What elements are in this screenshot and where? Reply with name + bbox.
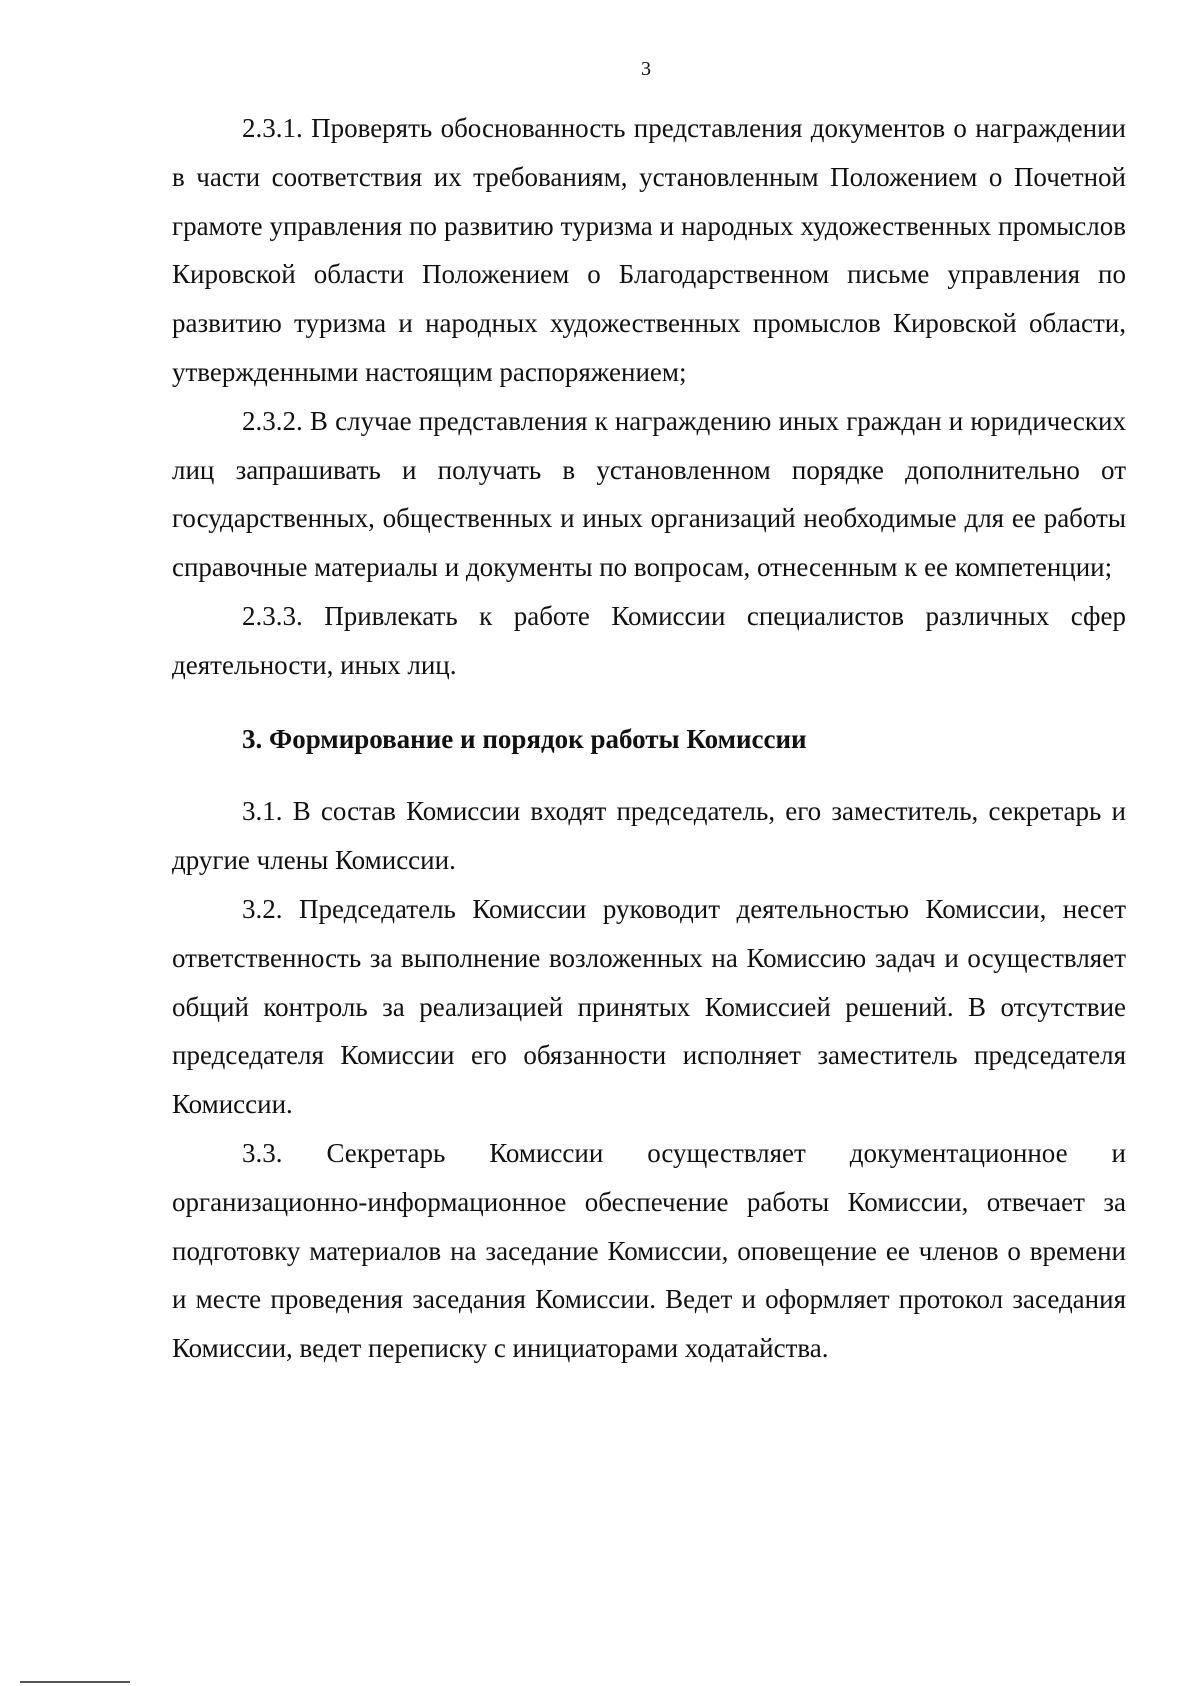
paragraph-3-3: 3.3. Секретарь Комиссии осуществляет документационное и организационно-информационное обеспечение работы Комиссии, отвечает за подготовку материалов на заседание Комиссии, оповещение ее членов о времени и месте проведения заседания Комиссии. Ведет и оформляет протокол заседания Комиссии, ведет переписку с инициаторами ходатайства. (172, 1137, 1126, 1364)
page-number: 3 (641, 58, 651, 80)
section-3-heading: 3. Формирование и порядок работы Комиссии (242, 723, 807, 754)
paragraph-2-3-1: 2.3.1. Проверять обоснованность представления документов о награждении в части соответствия их требованиям, установленным Положением о Почетной грамоте управления по развитию туризма и народных художественных промыслов Кировской области Положением о Благодарственном письме управления по развитию туризма и народных художественных промыслов Кировской области, утвержденными настоящим распоряжением; (172, 113, 1126, 387)
document-body (172, 104, 1126, 1373)
paragraph-3-1: 3.1. В состав Комиссии входят председатель, его заместитель, секретарь и другие члены Комиссии. (172, 796, 1126, 876)
scan-edge-mark (20, 1681, 130, 1683)
paragraph-2-3-2: 2.3.2. В случае представления к награждению иных граждан и юридических лиц запрашивать и получать в установленном порядке дополнительно от государственных, общественных и иных организаций необходимые для ее работы справочные материалы и документы по вопросам, отнесенным к ее компетенции; (172, 405, 1126, 583)
paragraph-2-3-3: 2.3.3. Привлекать к работе Комиссии специалистов различных сфер деятельности, иных лиц. (172, 600, 1126, 680)
paragraph-3-2: 3.2. Председатель Комиссии руководит деятельностью Комиссии, несет ответственность за выполнение возложенных на Комиссию задач и осуществляет общий контроль за реализацией принятых Комиссией решений. В отсутствие председателя Комиссии его обязанности исполняет заместитель председателя Комиссии. (172, 893, 1126, 1120)
